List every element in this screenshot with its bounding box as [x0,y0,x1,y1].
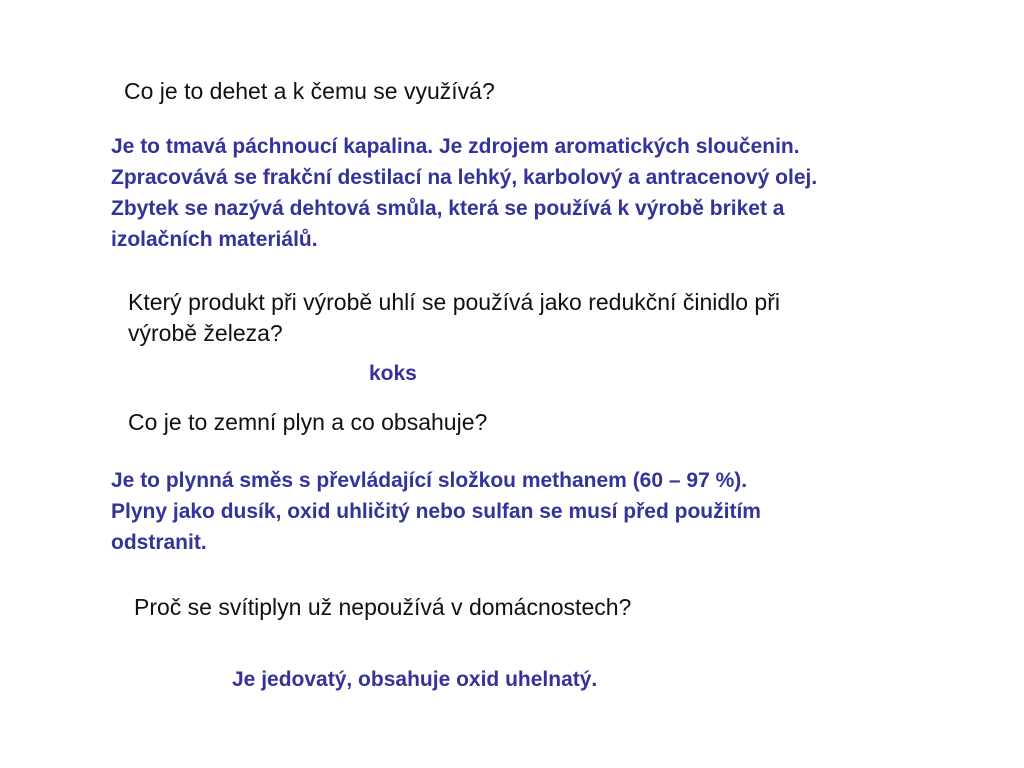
question-tar-text: Co je to dehet a k čemu se využívá? [124,78,495,104]
answer-town-gas-text: Je jedovatý, obsahuje oxid uhelnatý. [232,668,598,691]
answer-natural-gas [111,465,761,558]
question-natural-gas-text: Co je to zemní plyn a co obsahuje? [128,409,488,435]
question-reducing-agent [128,287,780,349]
answer-tar-line-2: Zpracovává se frakční destilací na lehký, karbolový a antracenový olej. [111,166,818,189]
answer-tar-line-3: Zbytek se nazývá dehtová smůla, která se používá k výrobě briket a [111,197,785,220]
answer-natural-gas-line-3: odstranit. [111,531,207,554]
answer-tar-line-4: izolačních materiálů. [111,228,318,251]
answer-natural-gas-line-2: Plyny jako dusík, oxid uhličitý nebo sulfan se musí před použitím [111,500,761,523]
answer-town-gas [232,664,597,695]
question-town-gas-text: Proč se svítiplyn už nepoužívá v domácnostech? [134,594,632,620]
question-natural-gas [128,407,487,438]
answer-natural-gas-line-1: Je to plynná směs s převládající složkou methanem (60 – 97 %). [111,469,748,492]
question-reducing-agent-line-2: výrobě železa? [128,320,283,346]
question-reducing-agent-line-1: Který produkt při výrobě uhlí se používá jako redukční činidlo při [128,289,780,315]
question-town-gas [134,592,631,623]
answer-coke [369,358,417,389]
answer-tar-line-1: Je to tmavá páchnoucí kapalina. Je zdrojem aromatických sloučenin. [111,135,800,158]
answer-tar [111,131,817,255]
answer-coke-text: koks [369,362,417,385]
question-tar [124,76,495,107]
